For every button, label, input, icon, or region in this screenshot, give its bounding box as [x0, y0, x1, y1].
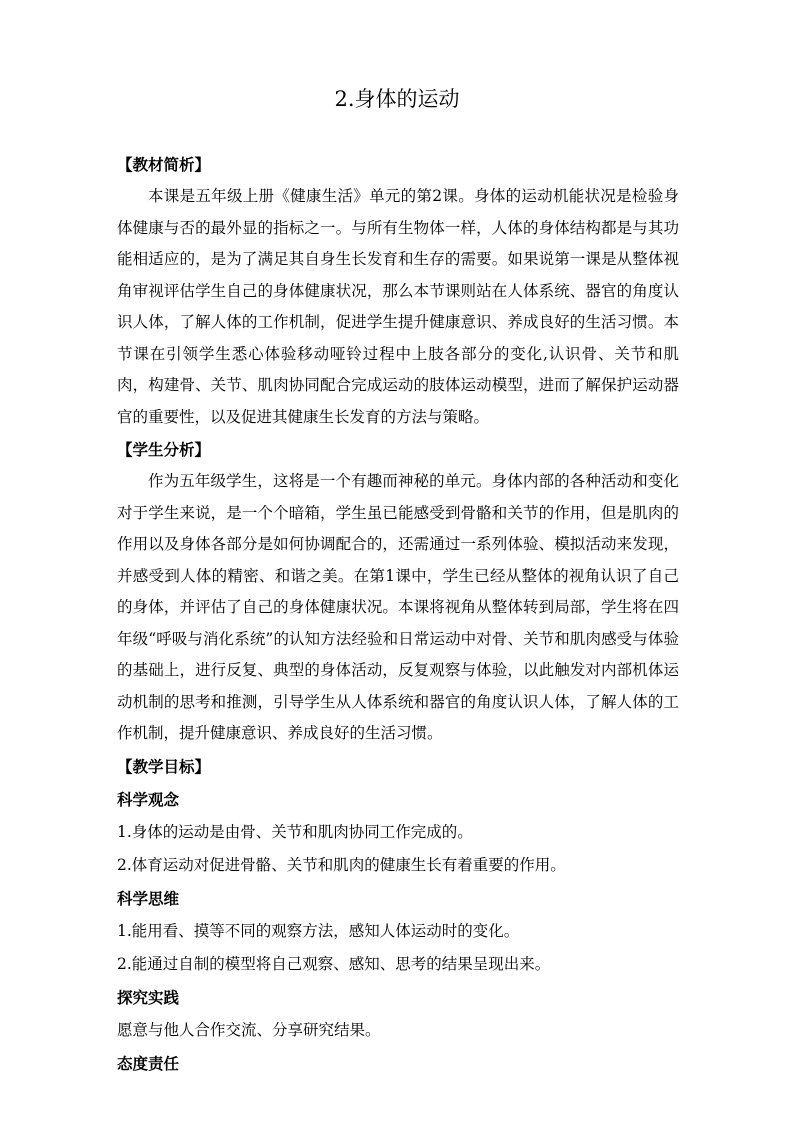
- list-item: 2.能通过自制的模型将自己观察、感知、思考的结果呈现出来。: [117, 954, 551, 973]
- student-analysis-paragraph: 作为五年级学生，这将是一个有趣而神秘的单元。身体内部的各种活动和变化对于学生来说，是一个个暗箱，学生虽已能感受到骨骼和关节的作用，但是肌肉的作用以及身体各部分是如何协调配合的，还需通过一系列体验、模拟活动来发现，并感受到人体的精密、和谐之美。在第1课中，学生已经从整体的视角认识了自己的身体，并评估了自己的身体健康状况。本课将视角从整体转到局部，学生将在四年级“呼吸与消化系统”的认知方法经验和日常运动中对骨、关节和肌肉感受与体验的基础上，进行反复、典型的身体活动，反复观察与体验，以此触发对内部机体运动机制的思考和推测，引导学生从人体系统和器官的角度认识人体，了解人体的工作机制，提升健康意识、养成良好的生活习惯。: [117, 472, 679, 742]
- subheading-science-thinking: 科学思维: [117, 888, 180, 908]
- section-heading-student-analysis: 【学生分析】: [117, 440, 211, 459]
- section-heading-textbook-analysis: 【教材简析】: [117, 155, 211, 174]
- subheading-inquiry-practice: 探究实践: [117, 987, 180, 1007]
- list-item: 2.体育运动对促进骨骼、关节和肌肉的健康生长有着重要的作用。: [117, 855, 566, 874]
- list-item: 1.能用看、摸等不同的观察方法，感知人体运动时的变化。: [117, 921, 520, 940]
- list-item: 1.身体的运动是由骨、关节和肌肉协同工作完成的。: [117, 822, 473, 841]
- document-title: 2.身体的运动: [334, 87, 460, 111]
- subheading-attitude-responsibility: 态度责任: [117, 1053, 180, 1073]
- subheading-science-concepts: 科学观念: [117, 789, 180, 809]
- document-body: [117, 148, 679, 1080]
- list-item: 愿意与他人合作交流、分享研究结果。: [117, 1020, 381, 1039]
- section-heading-teaching-goals: 【教学目标】: [117, 756, 211, 776]
- textbook-analysis-paragraph: 本课是五年级上册《健康生活》单元的第2课。身体的运动机能状况是检验身体健康与否的最外显的指标之一。与所有生物体一样，人体的身体结构都是与其功能相适应的，是为了满足其自身生长发育和生存的需要。如果说第一课是从整体视角审视评估学生自己的身体健康状况，那么本节课则站在人体系统、器官的角度认识人体，了解人体的工作机制，促进学生提升健康意识、养成良好的生活习惯。本节课在引领学生悉心体验移动哑铃过程中上肢各部分的变化,认识骨、关节和肌肉，构建骨、关节、肌肉协同配合完成运动的肢体运动模型，进而了解保护运动器官的重要性，以及促进其健康生长发育的方法与策略。: [117, 187, 679, 426]
